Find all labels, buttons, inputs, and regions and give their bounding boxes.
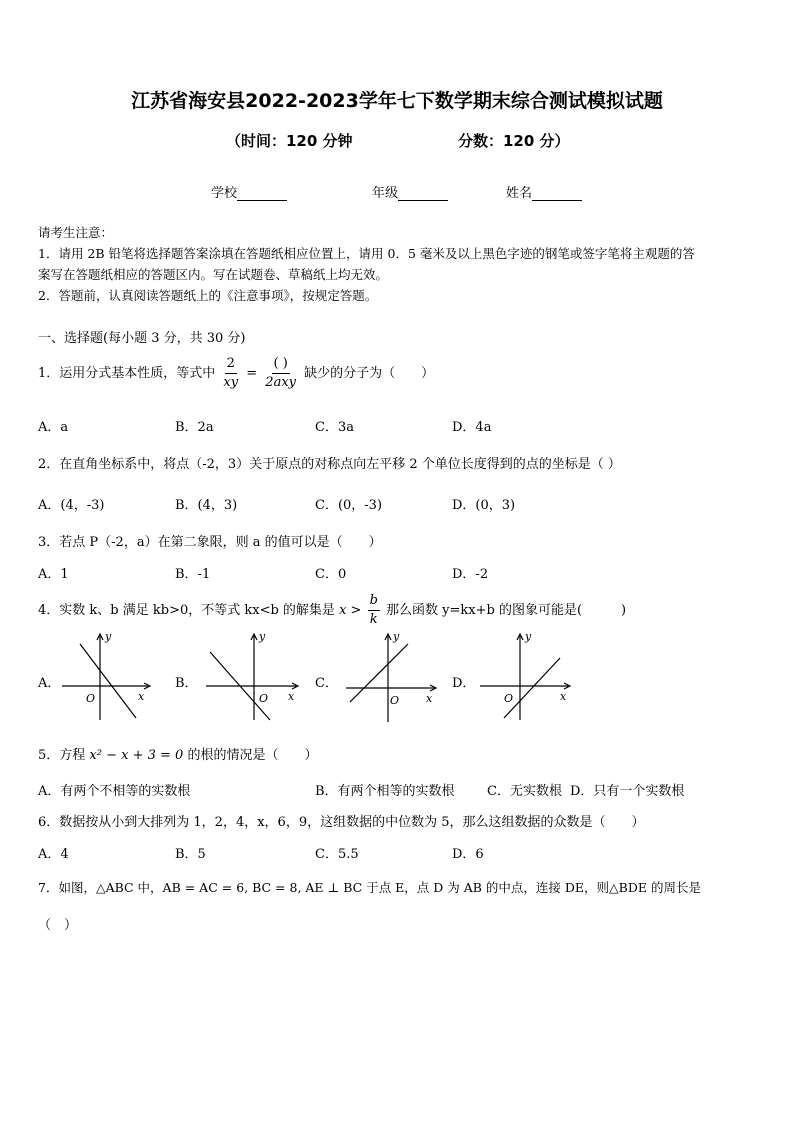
svg-text:x: x [426,692,433,705]
q5-prefix: 5．方程 [38,748,86,763]
svg-text:O: O [504,692,514,705]
q4-graph-c[interactable] [342,630,442,722]
q4-graph-d[interactable] [476,630,576,722]
q4-option-c[interactable]: C． [315,676,338,691]
notice-item-1b: 案写在答题纸相应的答题区内。写在试题卷、草稿纸上均无效。 [38,267,389,282]
name-label: 姓名 [506,186,533,201]
notice-item-1a: 1．请用 2B 铅笔将选择题答案涂填在答题纸相应位置上，请用 0．5 毫米及以上黑色字迹的钢笔或签字笔将主观题的答 [38,246,695,261]
svg-text:y: y [525,630,532,643]
q3-option-d[interactable]: D．-2 [452,567,489,582]
q1-option-d[interactable]: D．4a [452,420,492,435]
notice-heading: 请考生注意： [38,225,114,240]
svg-text:O: O [86,692,96,705]
q1-fraction-left: $\frac{2}{xy}$ [223,356,239,390]
q5-suffix: 的根的情况是（ ） [187,748,318,763]
name-field[interactable] [506,182,582,201]
graph-line [80,644,136,718]
q5-option-b[interactable]: B．有两个相等的实数根 [315,784,455,799]
svg-text:y: y [393,630,400,643]
question-5 [38,744,317,763]
question-4 [38,592,626,629]
score-label: 分数：120 分） [458,132,570,150]
svg-text:x: x [560,690,567,703]
q2-option-b[interactable]: B．(4，3) [175,498,238,513]
q1-option-a[interactable]: A．a [38,420,69,435]
svg-text:x: x [288,690,295,703]
school-field[interactable] [211,182,287,201]
q4-option-d[interactable]: D． [452,676,476,691]
q4-graph-a[interactable] [58,630,158,722]
q4-inequality: x > [339,603,362,618]
svg-text:y: y [259,630,266,643]
q6-option-a[interactable]: A．4 [38,847,69,862]
school-label: 学校 [211,186,238,201]
graph-line [350,644,408,702]
q2-option-d[interactable]: D．(0，3) [452,498,516,513]
svg-text:O: O [259,692,269,705]
svg-text:O: O [390,694,400,707]
q3-option-c[interactable]: C．0 [315,567,347,582]
q3-option-a[interactable]: A．1 [38,567,69,582]
q6-option-b[interactable]: B．5 [175,847,206,862]
section-heading: 一、选择题(每小题 3 分，共 30 分) [38,331,246,346]
grade-field[interactable] [372,182,448,201]
q4-graph-b[interactable] [202,630,302,722]
question-6: 6．数据按从小到大排列为 1，2，4，x，6，9，这组数据的中位数为 5，那么这组数据的众数是（ ） [38,815,645,830]
time-label: （时间：120 分钟 [226,132,353,150]
q6-option-d[interactable]: D．6 [452,847,484,862]
svg-text:y: y [105,630,112,643]
notice-block [38,222,760,306]
q1-suffix: 缺少的分子为（ ） [304,366,435,381]
svg-text:x: x [138,690,145,703]
q3-option-b[interactable]: B．-1 [175,567,211,582]
q2-option-c[interactable]: C．(0，-3) [315,498,383,513]
q1-prefix: 1．运用分式基本性质，等式中 [38,366,216,381]
graph-line [504,658,560,718]
grade-label: 年级 [372,186,399,201]
q5-option-c[interactable]: C．无实数根 [487,784,562,799]
q2-option-a[interactable]: A．(4，-3) [38,498,105,513]
question-1 [38,355,434,392]
q5-option-a[interactable]: A．有两个不相等的实数根 [38,784,191,799]
q4-option-a[interactable]: A． [38,676,61,691]
q1-fraction-right: $\frac{( )}{\text{2axy}}$ [265,356,296,390]
q4-option-b[interactable]: B． [175,676,198,691]
q4-prefix: 4．实数 k、b 满足 kb>0，不等式 kx<b 的解集是 [38,603,335,618]
question-2: 2．在直角坐标系中，将点（-2，3）关于原点的对称点向左平移 2 个单位长度得到的点的坐标是（ ） [38,457,621,472]
q1-option-c[interactable]: C．3a [315,420,354,435]
question-3: 3．若点 P（-2，a）在第二象限，则 a 的值可以是（ ） [38,535,382,550]
q1-option-b[interactable]: B．2a [175,420,214,435]
q1-equals: = [246,366,258,381]
page-title: 江苏省海安县2022-2023学年七下数学期末综合测试模拟试题 [131,90,663,112]
q5-equation: x² − x + 3 = 0 [89,748,184,763]
question-7: 7．如图，△ABC 中，AB = AC = 6, BC = 8, AE ⊥ BC 于点 E，点 D 为 AB 的中点，连接 DE，则△BDE 的周长是 [38,880,701,895]
question-7-answer: （ ） [38,918,78,933]
q4-fraction: $\frac{b}{k}$ [369,593,378,627]
q6-option-c[interactable]: C．5.5 [315,847,359,862]
notice-item-2: 2．答题前，认真阅读答题纸上的《注意事项》，按规定答题。 [38,288,378,303]
q4-suffix: 那么函数 y=kx+b 的图象可能是( ) [386,603,627,618]
q5-option-d[interactable]: D．只有一个实数根 [570,784,685,799]
